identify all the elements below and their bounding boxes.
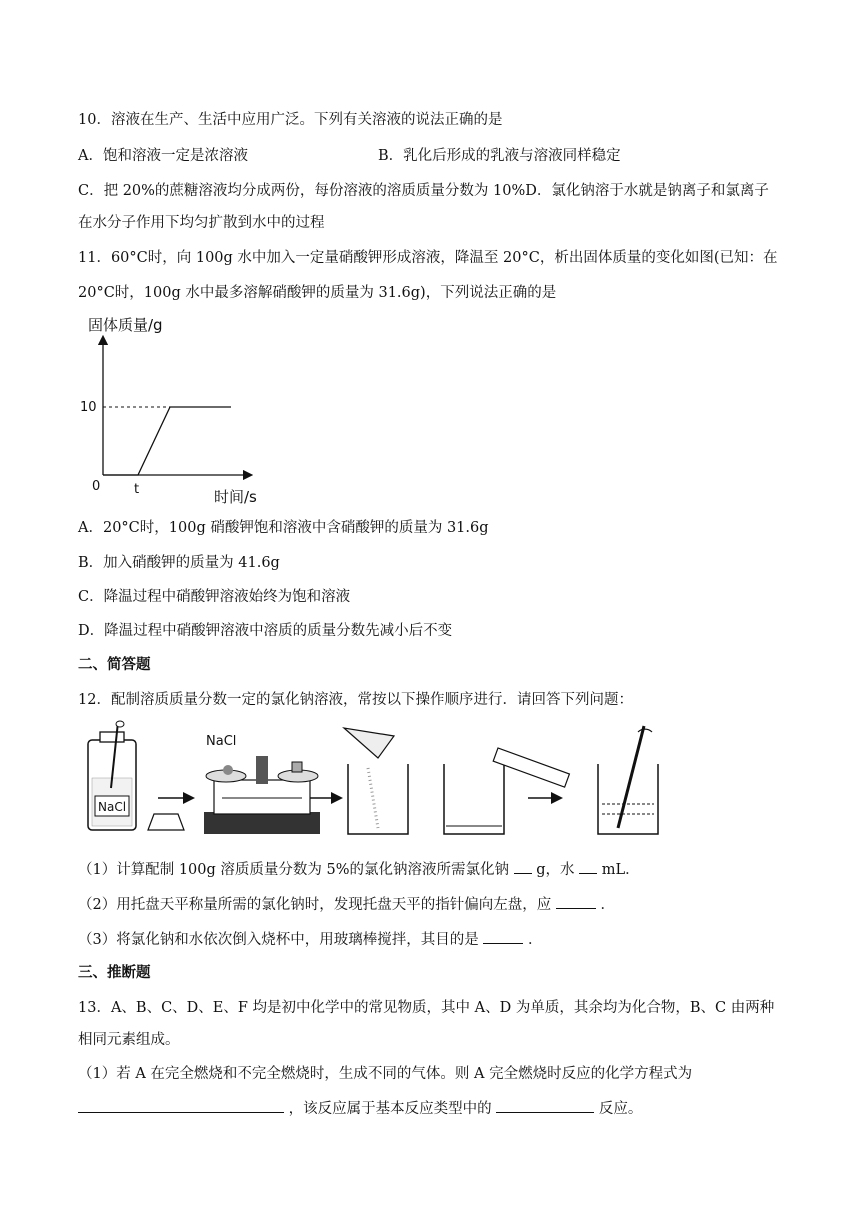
q12-part2 xyxy=(78,894,615,915)
beaker-with-funnel xyxy=(344,728,408,834)
y-axis-label: 固体质量/g xyxy=(88,316,163,334)
solid-mass-chart xyxy=(78,310,278,510)
series-line xyxy=(103,407,231,475)
q11-option-b: B．加入硝酸钾的质量为 41.6g xyxy=(78,555,280,571)
balance xyxy=(204,734,320,834)
section-title-inference: 三、推断题 xyxy=(78,965,151,981)
q11-stem-line2: 20°C时，100g 水中最多溶解硝酸钾的质量为 31.6g)，下列说法正确的是 xyxy=(78,285,557,301)
bottle-stopper xyxy=(148,814,184,830)
q10-option-c: C．把 20%的蔗糖溶液均分成两份，每份溶液的溶质质量分数为 10%D．氯化钠溶于水就是钠离子和氯离子 xyxy=(78,183,769,199)
x-tick-t: t xyxy=(134,482,140,497)
q12-part1-text-c: mL． xyxy=(597,862,640,878)
q12-part1 xyxy=(78,859,640,880)
q10-option-a: A．饱和溶液一定是浓溶液 xyxy=(78,148,248,164)
q13-part1-text-c: 反应。 xyxy=(594,1101,643,1117)
q12-part2-text-a: （2）用托盘天平称量所需的氯化钠时，发现托盘天平的指针偏向左盘，应 xyxy=(78,897,556,913)
q12-part1-text-a: （1）计算配制 100g 溶质质量分数为 5%的氯化钠溶液所需氯化钠 xyxy=(78,862,514,878)
q10-option-d-continued: 在水分子作用下均匀扩散到水中的过程 xyxy=(78,215,325,231)
section-title-short-answer: 二、简答题 xyxy=(78,657,151,673)
q10-option-b: B．乳化后形成的乳液与溶液同样稳定 xyxy=(378,148,621,164)
solution-preparation-figure xyxy=(78,718,668,842)
q12-part2-text-b: ． xyxy=(595,897,615,913)
q12-stem: 12．配制溶质质量分数一定的氯化钠溶液，常按以下操作顺序进行．请回答下列问题： xyxy=(78,692,633,708)
reagent-bottle xyxy=(88,721,136,830)
origin-label: 0 xyxy=(92,479,101,494)
q11-option-c: C．降温过程中硝酸钾溶液始终为饱和溶液 xyxy=(78,589,351,605)
q13-reaction-type-blank[interactable] xyxy=(496,1098,594,1113)
q12-part3-text-b: ． xyxy=(523,932,543,948)
beaker-with-stirring-rod xyxy=(598,726,658,834)
balance-label: NaCl xyxy=(206,734,237,749)
q11-stem-line1: 11．60°C时，向 100g 水中加入一定量硝酸钾形成溶液，降温至 20°C，析出固体质量的变化如图(已知：在 xyxy=(78,250,778,266)
x-axis-label: 时间/s xyxy=(214,488,257,506)
q13-stem-line1: 13．A、B、C、D、E、F 均是初中化学中的常见物质，其中 A、D 为单质，其余均为化合物，B、C 由两种 xyxy=(78,1000,775,1016)
q13-part1-line1: （1）若 A 在完全燃烧和不完全燃烧时，生成不同的气体。则 A 完全燃烧时反应的化学方程式为 xyxy=(78,1066,693,1082)
beaker-with-cylinder xyxy=(444,748,569,834)
q10-stem: 10．溶液在生产、生活中应用广泛。下列有关溶液的说法正确的是 xyxy=(78,112,503,128)
q12-part1-blank-nacl[interactable] xyxy=(514,859,532,874)
q12-part2-blank[interactable] xyxy=(556,894,596,909)
q12-part3 xyxy=(78,929,542,950)
q11-option-d: D．降温过程中硝酸钾溶液中溶质的质量分数先减小后不变 xyxy=(78,623,453,639)
q12-part3-blank[interactable] xyxy=(483,929,523,944)
q13-stem-line2: 相同元素组成。 xyxy=(78,1032,180,1048)
q12-part1-text-b: g，水 xyxy=(531,862,580,878)
q13-part1-line2 xyxy=(78,1098,642,1119)
q12-part3-text-a: （3）将氯化钠和水依次倒入烧杯中，用玻璃棒搅拌，其目的是 xyxy=(78,932,484,948)
q13-part1-text-b: ，该反应属于基本反应类型中的 xyxy=(284,1101,497,1117)
q13-equation-blank[interactable] xyxy=(78,1098,284,1113)
q11-option-a: A．20°C时，100g 硝酸钾饱和溶液中含硝酸钾的质量为 31.6g xyxy=(78,520,489,536)
bottle-label: NaCl xyxy=(98,800,127,814)
y-tick-10: 10 xyxy=(80,400,97,415)
q12-part1-blank-water[interactable] xyxy=(579,859,597,874)
